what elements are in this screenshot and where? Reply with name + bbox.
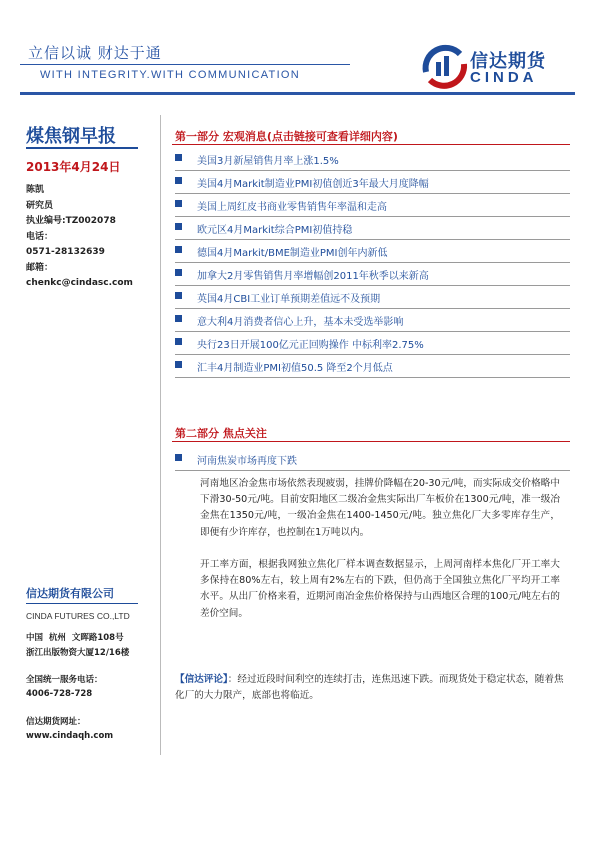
report-date: 2013年4月24日 [26,160,121,174]
news-link[interactable]: 英国4月CBI工业订单预期差值远不及预期 [197,294,381,305]
news-link[interactable]: 意大利4月消费者信心上升，基本未受选举影响 [197,317,404,328]
section1-rule [172,144,570,145]
company-underline [26,603,138,604]
news-item[interactable] [175,332,570,355]
section2-rule [172,441,570,442]
news-link[interactable]: 欧元区4月Markit综合PMI初值持稳 [197,225,353,236]
cinda-comment [175,672,570,704]
company-address: 中国 杭州 文晖路108号 浙江出版物资大厦12/16楼 [26,633,130,658]
news-link[interactable]: 央行23日开展100亿元正回购操作 中标利率2.75% [197,340,424,351]
bullet-icon [175,454,182,461]
news-link[interactable]: 德国4月Markit/BME制造业PMI创年内新低 [197,248,388,259]
company-contact: 全国统一服务电话： 4006-728-728 信达期货网址： www.cindaqh.com [26,675,114,741]
header-divider [20,92,575,95]
bullet-icon [175,338,182,345]
bullet-icon [175,315,182,322]
section1-title[interactable]: 第一部分 宏观消息(点击链接可查看详细内容) [175,130,398,143]
cinda-logo-icon [420,40,468,90]
bullet-icon [175,177,182,184]
bullet-icon [175,154,182,161]
bullet-icon [175,269,182,276]
comment-label: 【信达评论】 [175,674,228,685]
bullet-icon [175,223,182,230]
bullet-icon [175,361,182,368]
news-item[interactable] [175,148,570,171]
article-paragraph-2: 开工率方面，根据我网独立焦化厂样本调查数据显示，上周河南样本焦化厂开工率大多保持在80%左右，较上周有2%左右的下跌，但仍高于全国独立焦化厂平均开工率水平。从出厂价格来看，近期河南冶金焦价格保持与山西地区合理的100元/吨左右的差价空间。 [200,559,560,619]
company-name-en: CINDA FUTURES CO.,LTD [26,611,130,621]
news-item[interactable] [175,309,570,332]
logo-text-en: CINDA [470,69,538,86]
bullet-icon [175,292,182,299]
news-link[interactable]: 美国3月新屋销售月率上涨1.5% [197,156,339,167]
news-item[interactable] [175,194,570,217]
logo-text-cn: 信达期货 [470,51,546,72]
sidebar-divider [160,115,161,755]
company-name: 信达期货有限公司 [26,587,114,600]
article-paragraph-1: 河南地区冶金焦市场依然表现疲弱，挂牌价降幅在20-30元/吨，而实际成交价格略中下滑30-50元/吨。目前安阳地区二级冶金焦实际出厂车板价在1300元/吨，准一级冶金焦在1350元/吨，一级冶金焦在1400-1450元/吨。独立焦化厂大多零库存生产，即便有少许库存，也控制在1万吨以内。 [200,478,560,538]
tagline: WITH INTEGRITY.WITH COMMUNICATION [40,69,301,81]
focus-title[interactable]: 河南焦炭市场再度下跌 [197,456,297,467]
header-divider-thin [20,64,350,65]
news-item[interactable] [175,355,570,378]
news-link[interactable]: 美国4月Markit制造业PMI初值创近3年最大月度降幅 [197,179,429,190]
news-item[interactable] [175,263,570,286]
focus-item[interactable] [175,448,570,471]
news-link[interactable]: 汇丰4月制造业PMI初值50.5 降至2个月低点 [197,363,393,374]
news-item[interactable] [175,171,570,194]
news-item[interactable] [175,286,570,309]
title-underline [26,147,138,149]
bullet-icon [175,246,182,253]
news-item[interactable] [175,240,570,263]
news-link[interactable]: 美国上周红皮书商业零售销售年率温和走高 [197,202,387,213]
bullet-icon [175,200,182,207]
section2-title: 第二部分 焦点关注 [175,427,267,440]
news-item[interactable] [175,217,570,240]
news-link[interactable]: 加拿大2月零售销售月率增幅创2011年秋季以来新高 [197,271,429,282]
comment-text: ：经过近段时间利空的连续打击，连焦迅速下跌。而现货处于稳定状态，随着焦化厂的大力限产，底部也将临近。 [175,674,564,701]
slogan: 立信以诚 财达于通 [28,44,162,62]
analyst-info: 陈凯 研究员 执业编号:TZ002078 电话： 0571-28132639 邮箱： chenkc@cindasc.com [26,185,133,288]
report-title: 煤焦钢早报 [26,126,116,147]
